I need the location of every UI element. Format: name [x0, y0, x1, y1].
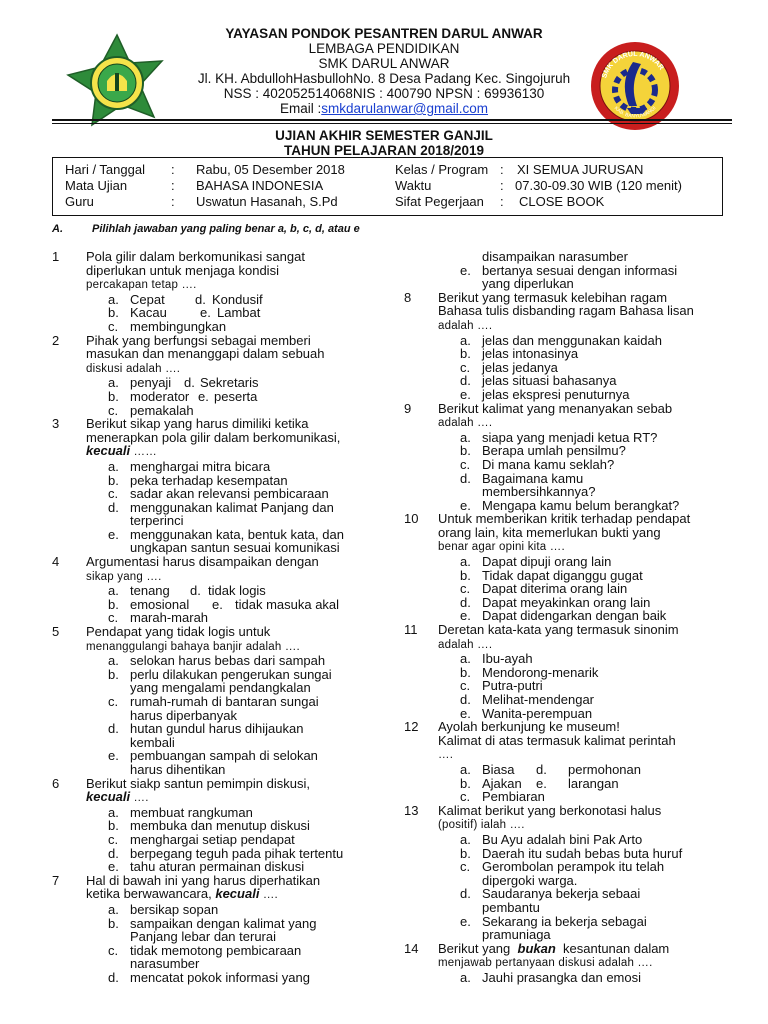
option-b[interactable]: perlu dilakukan pengerukan sungai [130, 666, 332, 682]
option-e[interactable]: jelas ekspresi penuturnya [482, 386, 630, 402]
option-d[interactable]: mencatat pokok informasi yang [130, 969, 310, 985]
exam-title-block [0, 128, 768, 158]
option-a[interactable]: jelas dan menggunakan kaidah [482, 332, 662, 348]
question-text: menanggulangi bahaya banjir adalah …. [86, 640, 300, 653]
question-text: …. [438, 749, 454, 762]
question-text: Berikut yang termasuk kelebihan ragam [438, 289, 668, 305]
smk-logo-bottom-text: KAB. BANYUWANGI [612, 105, 658, 120]
option-e[interactable]: tahu aturan permainan diskusi [130, 859, 305, 875]
option-b[interactable]: Kacau [130, 305, 167, 321]
option-d[interactable]: Bagaimana kamu [482, 470, 584, 486]
option-a[interactable]: Biasa [482, 761, 515, 777]
exam-year: TAHUN PELAJARAN 2018/2019 [283, 143, 485, 158]
question-text: Kalimat di atas termasuk kalimat perintah [438, 732, 676, 748]
option-e[interactable]: Sekarang ia bekerja sebagai [482, 913, 647, 929]
question-text: ketika berwawancara, [86, 886, 216, 902]
class-value: XI SEMUA JURUSAN [517, 162, 644, 177]
option-c[interactable]: Di mana kamu seklah? [482, 456, 615, 472]
option-b[interactable]: emosional [130, 596, 190, 612]
option-c[interactable]: jelas jedanya [482, 359, 558, 375]
left-column [52, 250, 344, 984]
option-a[interactable]: Bu Ayu adalah bini Pak Arto [482, 831, 643, 847]
question-text: Pola gilir dalam berkomunikasi sangat [86, 249, 305, 264]
question-text: Pendapat yang tidak logis untuk [86, 624, 271, 640]
option-d[interactable]: Dapat meyakinkan orang lain [482, 594, 651, 610]
question-12: 12 Ayolah berkunjung ke museum! Kalimat di atas termasuk kalimat perintah …. a. Biasa d. permohonan b. Ajakan e. larangan c. Pembiaran [404, 720, 694, 804]
option-b[interactable]: peka terhadap kesempatan [130, 472, 288, 488]
question-text: Hal di bawah ini yang harus diperhatikan [86, 872, 321, 888]
option-e[interactable]: larangan [568, 775, 619, 791]
option-e[interactable]: Wanita-perempuan [482, 705, 593, 721]
question-number: 7 [52, 872, 60, 888]
option-d[interactable]: Saudaranya bekerja sebaai [482, 886, 641, 902]
option-b[interactable]: jelas intonasinya [482, 346, 579, 362]
subject-colon: : [171, 178, 175, 193]
smk-logo-top-text: SMK DARUL ANWAR [601, 50, 665, 80]
option-c[interactable]: marah-marah [130, 610, 209, 626]
option-e[interactable]: peserta [214, 388, 258, 404]
option-b[interactable]: Mendorong-menarik [482, 664, 599, 680]
option-a[interactable]: tenang [130, 583, 170, 599]
class-label: Kelas / Program [395, 162, 489, 177]
option-c[interactable]: rumah-rumah di bantaran sungai [130, 694, 319, 709]
email-label: Email : [279, 101, 322, 116]
question-text: Berikut sikap yang harus dimiliki ketika [86, 416, 309, 432]
question-number: 13 [404, 802, 419, 818]
option-e[interactable]: Mengapa kamu belum berangkat? [482, 497, 680, 513]
option-c[interactable]: pemakalah [130, 402, 194, 418]
option-d[interactable]: tidak logis [208, 583, 266, 599]
option-e[interactable]: pembuangan sampah di selokan [130, 748, 318, 764]
option-c[interactable]: Pembiaran [482, 789, 545, 805]
question-4: 4 Argumentasi harus disampaikan dengan sikap yang …. a. tenang d. tidak logis b. emosional e. tidak masuka akal c. marah-marah [52, 555, 344, 625]
option-a[interactable]: Ibu-ayah [482, 651, 533, 667]
date-colon: : [171, 162, 175, 177]
question-2: 2 Pihak yang berfungsi sebagai memberi masukan dan menanggapi dalam sebuah diskusi adalah …. a. penyaji d. Sekretaris b. moderator e. peserta c. pemakalah [52, 334, 344, 418]
option-e[interactable]: Dapat didengarkan dengan baik [482, 608, 667, 624]
question-number: 3 [52, 416, 60, 432]
school-address: Jl. KH. AbdullohHasbullohNo. 8 Desa Padang Kec. Singojuruh [197, 71, 571, 86]
school-name: SMK DARUL ANWAR [318, 56, 450, 71]
time-value: 07.30-09.30 WIB (120 menit) [515, 178, 682, 193]
option-a[interactable]: membuat rangkuman [130, 804, 253, 820]
question-text: masukan dan menanggapi dalam sebuah [86, 346, 325, 362]
exam-title: UJIAN AKHIR SEMESTER GANJIL [275, 128, 493, 143]
option-d[interactable]: Kondusif [212, 291, 263, 307]
header-rule-thin [52, 123, 732, 124]
option-pair: b. moderator e. peserta [108, 388, 258, 404]
option-d-continued: disampaikan narasumber [482, 249, 628, 264]
question-text: Berikut siakp santun pemimpin diskusi, [86, 775, 310, 791]
question-text: Deretan kata-kata yang termasuk sinonim [438, 622, 679, 638]
question-text: Berikut kalimat yang menanyakan sebab [438, 400, 673, 416]
teacher-label: Guru [65, 194, 94, 209]
mode-colon: : [500, 194, 504, 209]
option-b[interactable]: Daerah itu sudah bebas buta huruf [482, 845, 683, 861]
option-c[interactable]: tidak memotong pembicaraan [130, 942, 302, 958]
question-number: 2 [52, 332, 60, 348]
mode-value: CLOSE BOOK [519, 194, 605, 209]
option-a[interactable]: penyaji [130, 375, 172, 391]
question-text: diperlukan untuk menjaga kondisi [86, 262, 279, 278]
option-c[interactable]: Gerombolan perampok itu telah [482, 859, 665, 875]
foundation-name: YAYASAN PONDOK PESANTREN DARUL ANWAR [225, 26, 543, 41]
option-e[interactable]: tidak masuka akal [235, 596, 340, 612]
option-c[interactable]: menghargai setiap pendapat [130, 831, 295, 847]
header-rule-thick [52, 119, 732, 121]
question-text: sikap yang …. [86, 570, 162, 583]
option-e[interactable]: Lambat [217, 305, 261, 321]
question-text: Bahasa tulis disbanding ragam Bahasa lisan [438, 303, 694, 319]
option-d[interactable]: Melihat-mendengar [482, 692, 595, 707]
question-7-continued: disampaikan narasumber e. bertanya sesuai dengan informasi yang diperlukan [404, 250, 694, 291]
question-13: 13 Kalimat berikut yang berkonotasi halus (positif) ialah …. a. Bu Ayu adalah bini Pak Arto b. Daerah itu sudah bebas buta huruf c. Gerombolan perampok itu telah dipergoki warga. d. Saudaranya bekerja sebaai pembantu e. Sekarang ia bekerja sebagai pramuniaga [404, 804, 694, 942]
question-text: Kalimat berikut yang berkonotasi halus [438, 802, 662, 818]
option-b[interactable]: Tidak dapat diganggu gugat [482, 567, 643, 583]
class-colon: : [500, 162, 504, 177]
option-pair: a. Cepat d. Kondusif [108, 291, 263, 307]
question-text: orang lain, kita memerlukan bukti yang [438, 524, 661, 540]
option-pair: b. Ajakan e. larangan [460, 775, 619, 791]
question-text: menerapkan pola gilir dalam berkomunikasi, [86, 429, 341, 445]
question-3: 3 Berikut sikap yang harus dimiliki ketika menerapkan pola gilir dalam berkomunikasi, kecuali …… a. menghargai mitra bicara b. peka terhadap kesempatan c. sadar akan relevansi pembicaraan d. menggunakan kalimat Panjang dan terperinci e. menggunakan kata, bentuk kata, dan ungkapan santun sesuai komunikasi [52, 416, 344, 556]
question-1: 1 Pola gilir dalam berkomunikasi sangat diperlukan untuk menjaga kondisi percakapan tetap …. a. Cepat d. Kondusif b. Kacau e. Lambat c. membingungkan [52, 250, 344, 334]
option-pair: b. Kacau e. Lambat [108, 305, 261, 321]
section-text: Pilihlah jawaban yang paling benar a, b, c, d, atau e [92, 223, 360, 235]
question-text: diskusi adalah …. [86, 362, 181, 375]
section-letter: A. [52, 223, 63, 235]
option-pair: a. penyaji d. Sekretaris [108, 375, 259, 391]
option-b[interactable]: Ajakan [482, 775, 522, 791]
question-text: menjawab pertanyaan diskusi adalah …. [438, 957, 653, 970]
question-number: 10 [404, 511, 419, 527]
option-pair: a. tenang d. tidak logis [108, 583, 266, 599]
option-a[interactable]: Dapat dipuji orang lain [482, 554, 612, 570]
question-text: benar agar opini kita …. [438, 541, 565, 554]
letterhead [0, 26, 768, 116]
question-number: 14 [404, 940, 419, 956]
option-b[interactable]: sampaikan dengan kalimat yang [130, 915, 317, 931]
teacher-colon: : [171, 194, 175, 209]
school-ids: NSS : 402052514068NIS : 400790 NPSN : 69936130 [223, 86, 545, 101]
option-c[interactable]: Dapat diterima orang lain [482, 581, 628, 597]
mode-label: Sifat Pegerjaan [395, 194, 484, 209]
question-text: Untuk memberikan kritik terhadap pendapat [438, 511, 691, 527]
option-a[interactable]: menghargai mitra bicara [130, 458, 271, 474]
option-e[interactable]: bertanya sesuai dengan informasi [482, 262, 678, 278]
option-b[interactable]: moderator [130, 388, 190, 404]
question-number: 6 [52, 775, 60, 791]
option-d[interactable]: permohonan [568, 761, 641, 777]
subject-label: Mata Ujian [65, 178, 128, 193]
institution-name: LEMBAGA PENDIDIKAN [308, 41, 460, 56]
option-a[interactable]: bersikap sopan [130, 901, 219, 917]
bukan-emphasis: bukan [517, 940, 556, 956]
option-d[interactable]: hutan gundul harus dihijaukan [130, 721, 304, 737]
option-c[interactable]: membingungkan [130, 318, 227, 334]
option-b[interactable]: Berapa umlah pensilmu? [482, 443, 626, 459]
question-10: 10 Untuk memberikan kritik terhadap pendapat orang lain, kita memerlukan bukti yang benar agar opini kita …. a. Dapat dipuji orang lain b. Tidak dapat diganggu gugat c. Dapat diterima orang lain d. Dapat meyakinkan orang lain e. Dapat didengarkan dengan baik [404, 512, 694, 623]
question-number: 9 [404, 400, 412, 416]
question-number: 11 [404, 622, 418, 638]
option-a[interactable]: selokan harus bebas dari sampah [130, 653, 326, 669]
teacher-value: Uswatun Hasanah, S.Pd [196, 194, 338, 209]
time-colon: : [500, 178, 504, 193]
option-d[interactable]: Sekretaris [200, 375, 259, 391]
question-text: (positif) ialah …. [438, 819, 525, 832]
question-text: Pihak yang berfungsi sebagai memberi [86, 332, 311, 348]
time-label: Waktu [395, 178, 432, 193]
exam-info-box [52, 157, 723, 216]
question-text: Ayolah berkunjung ke museum! [438, 719, 620, 735]
option-a[interactable]: Cepat [130, 291, 165, 307]
question-14: 14 Berikut yang bukan kesantunan dalam menjawab pertanyaan diskusi adalah …. a. Jauhi prasangka dan emosi [404, 942, 694, 985]
question-number: 12 [404, 719, 419, 735]
option-pair: a. Biasa d. permohonan [460, 761, 641, 777]
option-d[interactable]: jelas situasi bahasanya [482, 373, 617, 389]
question-number: 4 [52, 554, 60, 570]
option-d[interactable]: berpegang teguh pada pihak tertentu [130, 845, 344, 861]
option-d[interactable]: menggunakan kalimat Panjang dan [130, 499, 334, 515]
question-text: Berikut yang [438, 940, 518, 956]
option-c[interactable]: sadar akan relevansi pembicaraan [130, 486, 329, 502]
question-number: 8 [404, 289, 412, 305]
question-5: 5 Pendapat yang tidak logis untuk menanggulangi bahaya banjir adalah …. a. selokan harus bebas dari sampah b. perlu dilakukan pengerukan sungai yang mengalami pendangkalan c. rumah-rumah di bantaran sungai harus diperbanyak d. hutan gundul harus dihijaukan kembali e. pembuangan sampah di selokan harus dihentikan [52, 625, 344, 777]
option-c[interactable]: Putra-putri [482, 678, 543, 694]
option-pair: b. emosional e. tidak masuka akal [108, 596, 340, 612]
question-7: 7 Hal di bawah ini yang harus diperhatikan ketika berwawancara, kecuali …. a. bersikap sopan b. sampaikan dengan kalimat yang Panjang lebar dan terurai c. tidak memotong pembicaraan narasumber d. mencatat pokok informasi yang [52, 874, 344, 985]
question-text: adalah …. [438, 638, 493, 651]
question-text: Argumentasi harus disampaikan dengan [86, 554, 319, 570]
question-text: adalah …. [438, 417, 493, 430]
question-9: 9 Berikut kalimat yang menanyakan sebab adalah …. a. siapa yang menjadi ketua RT? b. Berapa umlah pensilmu? c. Di mana kamu seklah? d. Bagaimana kamu membersihkannya? e. Mengapa kamu belum berangkat? [404, 402, 694, 513]
option-a[interactable]: Jauhi prasangka dan emosi [482, 969, 641, 985]
date-value: Rabu, 05 Desember 2018 [196, 162, 345, 177]
email-link[interactable]: smkdarulanwar@gmail.com [321, 101, 489, 116]
question-11: 11 Deretan kata-kata yang termasuk sinonim adalah …. a. Ibu-ayah b. Mendorong-menarik c. Putra-putri d. Melihat-mendengar e. Wanita-perempuan [404, 623, 694, 720]
question-text: adalah …. [438, 319, 493, 332]
question-number: 5 [52, 624, 60, 640]
option-b[interactable]: membuka dan menutup diskusi [130, 818, 310, 834]
option-a[interactable]: siapa yang menjadi ketua RT? [482, 429, 658, 445]
kecuali-emphasis: kecuali [86, 443, 131, 459]
option-e[interactable]: menggunakan kata, bentuk kata, dan [130, 526, 344, 542]
email-line [0, 101, 768, 116]
kecuali-emphasis: kecuali [215, 886, 260, 902]
kecuali-emphasis: kecuali [86, 789, 131, 805]
right-column [404, 250, 694, 984]
question-6: 6 Berikut siakp santun pemimpin diskusi, kecuali …. a. membuat rangkuman b. membuka dan menutup diskusi c. menghargai setiap pendapat d. berpegang teguh pada pihak tertentu e. tahu aturan permainan diskusi [52, 775, 344, 875]
question-text: percakapan tetap …. [86, 279, 197, 292]
question-8: 8 Berikut yang termasuk kelebihan ragam Bahasa tulis disbanding ragam Bahasa lisan adalah …. a. jelas dan menggunakan kaidah b. jelas intonasinya c. jelas jedanya d. jelas situasi bahasanya e. jelas ekspresi penuturnya [404, 289, 694, 402]
question-number: 1 [52, 249, 60, 264]
date-label: Hari / Tanggal [65, 162, 145, 177]
subject-value: BAHASA INDONESIA [196, 178, 324, 193]
